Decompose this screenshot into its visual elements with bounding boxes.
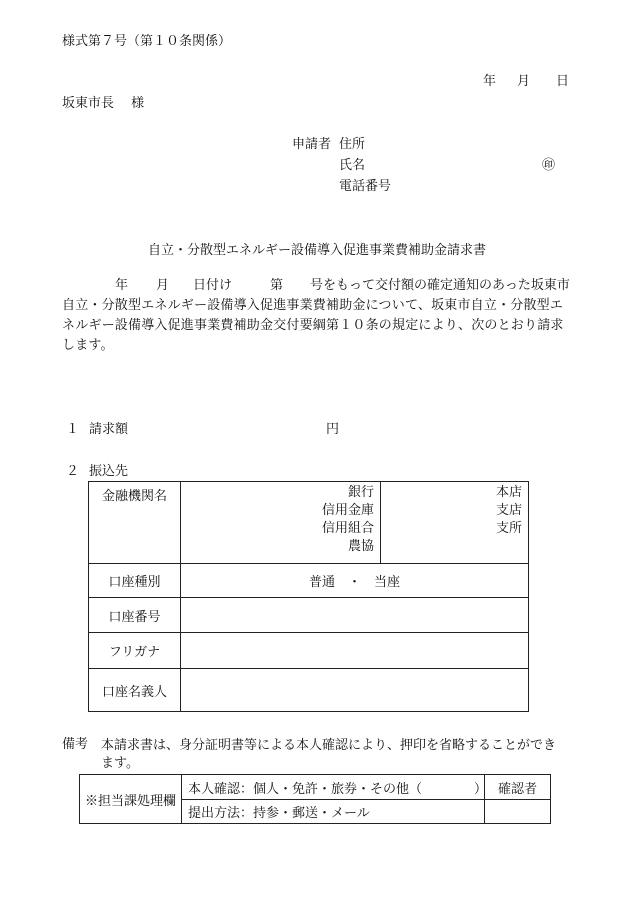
furigana-field[interactable]	[181, 633, 529, 669]
body-line1-text: 号をもって交付額の確定通知のあった坂東市	[310, 278, 570, 293]
item1-number: １	[66, 422, 80, 437]
date-day: 日	[556, 74, 570, 89]
account-number-label: 口座番号	[89, 598, 181, 633]
institution-type-bank: 銀行	[347, 485, 374, 500]
body-year: 年	[115, 278, 129, 293]
item1-unit: 円	[326, 422, 340, 437]
confirmer-label: 確認者	[485, 775, 551, 800]
account-number-field[interactable]	[181, 598, 529, 633]
office-use-label: ※担当課処理欄	[80, 775, 182, 824]
phone-label: 電話番号	[339, 179, 392, 194]
item1-label: 請求額	[89, 422, 129, 437]
furigana-label: フリガナ	[89, 633, 181, 669]
institution-name-cell[interactable]	[181, 482, 381, 564]
account-holder-field[interactable]	[181, 669, 529, 712]
applicant-prefix: 申請者	[292, 137, 332, 152]
identity-check[interactable]: 本人確認：個人・免許・旅券・その他（ ）	[182, 775, 485, 800]
body-paragraph: 自立・分散型エネルギー設備導入促進事業費補助金について、坂東市自立・分散型エネルギー設備導入促進事業費補助金交付要綱第１０条の規定により、次のとおり請求します。	[62, 298, 564, 353]
body-number-prefix: 第	[270, 278, 284, 293]
document-title: 自立・分散型エネルギー設備導入促進事業費補助金請求書	[148, 243, 487, 258]
note-label: 備考	[62, 737, 89, 752]
seal-mark: ㊞	[542, 158, 556, 173]
branch-name-cell[interactable]	[381, 482, 529, 564]
name-label: 氏名	[339, 158, 366, 173]
furigana-row	[89, 633, 529, 669]
institution-type-nokyo: 農協	[347, 539, 374, 554]
date-month: 月	[517, 74, 531, 89]
note-text: 本請求書は、身分証明書等による本人確認により、押印を省略することができます。	[101, 738, 557, 771]
branch-type-main: 本店	[495, 485, 522, 500]
institution-label: 金融機関名	[89, 482, 181, 564]
account-holder-row	[89, 669, 529, 712]
address-label: 住所	[339, 137, 366, 152]
institution-type-shinkin: 信用金庫	[321, 503, 374, 518]
submission-method[interactable]: 提出方法：持参・郵送・メール	[182, 800, 485, 824]
date-year: 年	[483, 74, 497, 89]
institution-row	[89, 482, 529, 564]
account-type-row	[89, 564, 529, 598]
body-date-suffix: 日付け	[193, 278, 233, 293]
account-type-label: 口座種別	[89, 564, 181, 598]
branch-type-sub: 支所	[495, 521, 522, 536]
branch-type-branch: 支店	[495, 503, 522, 518]
bank-table	[88, 481, 529, 712]
confirmer-field[interactable]	[485, 800, 551, 824]
form-number: 様式第７号（第１０条関係）	[62, 34, 232, 49]
account-number-row	[89, 598, 529, 633]
office-use-table	[79, 774, 551, 824]
item2-label: 振込先	[89, 464, 129, 479]
addressee: 坂東市長 様	[62, 96, 145, 111]
account-holder-label: 口座名義人	[89, 669, 181, 712]
item2-number: ２	[66, 464, 80, 479]
office-row-1	[80, 775, 551, 800]
institution-type-kumiai: 信用組合	[321, 521, 374, 536]
account-type-value[interactable]: 普通 ・ 当座	[181, 564, 529, 598]
body-month: 月	[156, 278, 170, 293]
